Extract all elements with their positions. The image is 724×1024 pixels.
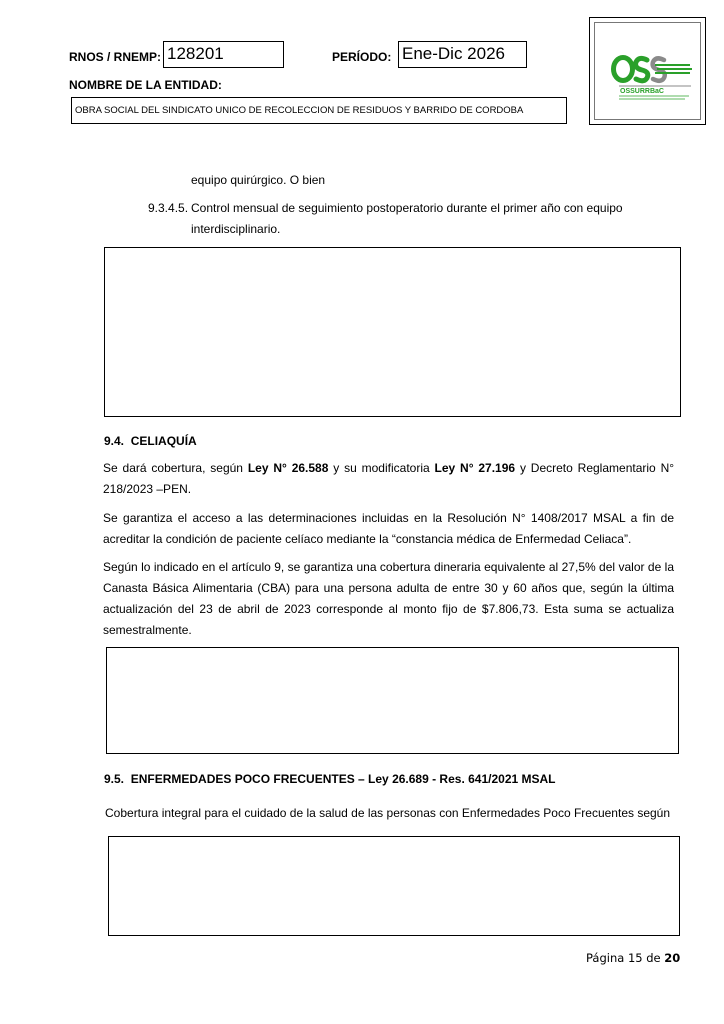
- current-page: 15: [627, 951, 643, 965]
- section-9-4-title: CELIAQUÍA: [130, 434, 197, 448]
- section-9-5-heading: [104, 771, 556, 787]
- response-box-9345[interactable]: [104, 247, 681, 417]
- periodo-label: PERÍODO:: [332, 50, 392, 64]
- logo-wordmark: OSSURRBaC: [620, 88, 664, 95]
- of-word: de: [646, 951, 661, 965]
- page-number: [586, 951, 680, 965]
- entity-name-field[interactable]: OBRA SOCIAL DEL SINDICATO UNICO DE RECOLECCION DE RESIDUOS Y BARRIDO DE CORDOBA: [71, 97, 567, 124]
- section-9-4-number: 9.4.: [104, 434, 125, 448]
- section-9-4-paragraph-3: Según lo indicado en el artículo 9, se garantiza una cobertura dineraria equivalente al 27,5% del valor de la Canasta Básica Alimentaria (CBA) para una persona adulta de entre 30 y 60 años que, según la última actualización del 23 de abril de 2023 corresponde al monto fijo de $7.806,73. Esta suma se actualiza semestralmente.: [103, 560, 674, 637]
- continuation-line: equipo quirúrgico. O bien: [191, 173, 326, 187]
- rnos-label: RNOS / RNEMP:: [69, 50, 162, 64]
- total-pages: 20: [664, 951, 681, 965]
- item-9345-line1: Control mensual de seguimiento postoperatorio durante el primer año con equipo: [191, 201, 623, 215]
- item-9345-line2: interdisciplinario.: [191, 222, 281, 236]
- logo-inner-frame: [594, 22, 701, 120]
- law-26588: Ley N° 26.588: [247, 461, 329, 475]
- p1-text-c: y su modificatoria: [328, 461, 435, 475]
- section-9-5-title: ENFERMEDADES POCO FRECUENTES – Ley 26.689 - Res. 641/2021 MSAL: [130, 772, 556, 786]
- section-9-4-paragraph-1: [103, 458, 674, 500]
- periodo-field[interactable]: Ene-Dic 2026: [398, 41, 527, 68]
- entity-label: NOMBRE DE LA ENTIDAD:: [69, 78, 222, 92]
- ossurrbac-logo-icon: [595, 23, 700, 119]
- response-box-9-4[interactable]: [106, 647, 679, 754]
- p1-text-e: y Decreto Reglamentario N° 218/2023 –PEN.: [103, 461, 675, 496]
- rnos-field[interactable]: 128201: [163, 41, 284, 68]
- section-9-4-paragraph-2: Se garantiza el acceso a las determinaciones incluidas en la Resolución N° 1408/2017 MSAL a fin de acreditar la condición de paciente celíaco mediante la “constancia médica de Enfermedad Celiaca”.: [103, 511, 674, 546]
- response-box-9-5[interactable]: [108, 836, 680, 936]
- logo-frame: [589, 17, 706, 125]
- p1-text-a: Se dará cobertura, según: [103, 461, 248, 475]
- section-9-5-number: 9.5.: [104, 772, 125, 786]
- page-word: Página: [586, 951, 625, 965]
- item-number-9345: 9.3.4.5.: [148, 201, 189, 215]
- section-9-5-paragraph-1: Cobertura integral para el cuidado de la salud de las personas con Enfermedades Poco Frecuentes según: [105, 806, 671, 820]
- section-9-4-heading: [104, 433, 197, 449]
- law-27196: Ley N° 27.196: [434, 461, 516, 475]
